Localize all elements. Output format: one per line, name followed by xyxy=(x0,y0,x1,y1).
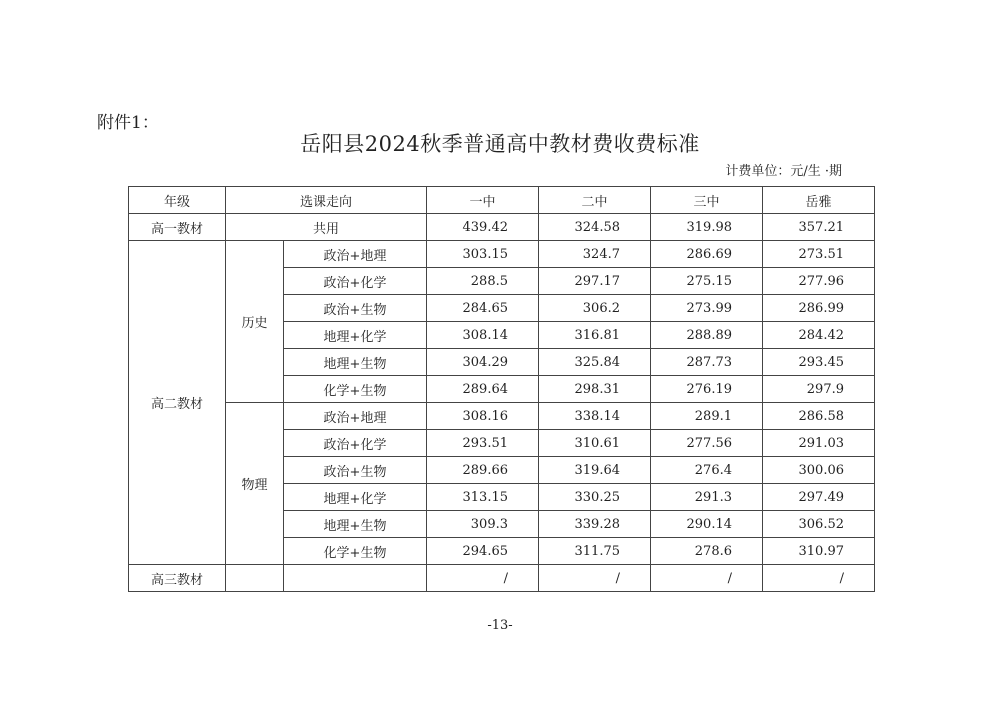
fee-cell: 291.3 xyxy=(651,484,763,511)
attachment-label: 附件1： xyxy=(97,113,159,133)
fee-cell: 311.75 xyxy=(539,538,651,565)
fee-cell: 284.65 xyxy=(427,295,539,322)
fee-cell: 324.58 xyxy=(539,214,651,241)
header-grade: 年级 xyxy=(129,187,226,214)
combo-cell: 地理+化学 xyxy=(284,484,427,511)
empty-cell xyxy=(284,565,427,592)
fee-cell: 330.25 xyxy=(539,484,651,511)
combo-cell: 政治+地理 xyxy=(284,241,427,268)
combo-cell: 化学+生物 xyxy=(284,376,427,403)
fee-cell: 275.15 xyxy=(651,268,763,295)
fee-cell: 339.28 xyxy=(539,511,651,538)
fee-cell: 286.99 xyxy=(763,295,875,322)
fee-cell: 308.14 xyxy=(427,322,539,349)
combo-cell: 地理+生物 xyxy=(284,349,427,376)
fee-cell: 313.15 xyxy=(427,484,539,511)
fee-cell: 290.14 xyxy=(651,511,763,538)
fee-cell: / xyxy=(651,565,763,592)
fee-cell: 294.65 xyxy=(427,538,539,565)
grade2-label: 高二教材 xyxy=(129,241,226,565)
grade1-label: 高一教材 xyxy=(129,214,226,241)
fee-cell: 289.1 xyxy=(651,403,763,430)
document-title: 岳阳县2024秋季普通高中教材费收费标准 xyxy=(300,132,700,156)
fee-cell: 293.45 xyxy=(763,349,875,376)
fee-cell: 303.15 xyxy=(427,241,539,268)
empty-cell xyxy=(226,565,284,592)
combo-cell: 政治+生物 xyxy=(284,457,427,484)
header-row xyxy=(129,187,875,214)
fee-cell: 298.31 xyxy=(539,376,651,403)
fee-cell: 300.06 xyxy=(763,457,875,484)
fee-cell: 276.4 xyxy=(651,457,763,484)
fee-cell: 338.14 xyxy=(539,403,651,430)
fee-cell: 273.51 xyxy=(763,241,875,268)
fee-cell: 325.84 xyxy=(539,349,651,376)
unit-note: 计费单位：元/生 ·期 xyxy=(725,164,842,179)
combo-cell: 政治+地理 xyxy=(284,403,427,430)
page-number: -13- xyxy=(487,618,513,633)
header-school: 二中 xyxy=(539,187,651,214)
fee-cell: 277.96 xyxy=(763,268,875,295)
header-direction: 选课走向 xyxy=(226,187,427,214)
grade1-direction: 共用 xyxy=(226,214,427,241)
combo-cell: 地理+化学 xyxy=(284,322,427,349)
fee-cell: 273.99 xyxy=(651,295,763,322)
fee-cell: 288.89 xyxy=(651,322,763,349)
combo-cell: 地理+生物 xyxy=(284,511,427,538)
fee-cell: 286.69 xyxy=(651,241,763,268)
fee-cell: 439.42 xyxy=(427,214,539,241)
fee-cell: 278.6 xyxy=(651,538,763,565)
fee-cell: 291.03 xyxy=(763,430,875,457)
fee-cell: 319.98 xyxy=(651,214,763,241)
fee-cell: 324.7 xyxy=(539,241,651,268)
fee-cell: / xyxy=(763,565,875,592)
fee-cell: 306.2 xyxy=(539,295,651,322)
combo-cell: 政治+生物 xyxy=(284,295,427,322)
grade3-row xyxy=(129,565,875,592)
fee-cell: 297.9 xyxy=(763,376,875,403)
combo-cell: 政治+化学 xyxy=(284,268,427,295)
fee-cell: 357.21 xyxy=(763,214,875,241)
fee-cell: 306.52 xyxy=(763,511,875,538)
fee-cell: 297.17 xyxy=(539,268,651,295)
fee-cell: 289.66 xyxy=(427,457,539,484)
fee-cell: 289.64 xyxy=(427,376,539,403)
combo-cell: 政治+化学 xyxy=(284,430,427,457)
fee-table xyxy=(128,186,875,592)
header-school: 岳雅 xyxy=(763,187,875,214)
fee-cell: 308.16 xyxy=(427,403,539,430)
combo-cell: 化学+生物 xyxy=(284,538,427,565)
fee-cell: 293.51 xyxy=(427,430,539,457)
fee-cell: 310.61 xyxy=(539,430,651,457)
fee-cell: / xyxy=(427,565,539,592)
fee-cell: 277.56 xyxy=(651,430,763,457)
fee-cell: 297.49 xyxy=(763,484,875,511)
fee-cell: 286.58 xyxy=(763,403,875,430)
fee-cell: / xyxy=(539,565,651,592)
header-school: 一中 xyxy=(427,187,539,214)
fee-cell: 309.3 xyxy=(427,511,539,538)
grade3-label: 高三教材 xyxy=(129,565,226,592)
grade1-row xyxy=(129,214,875,241)
grade2-row xyxy=(129,403,875,430)
header-school: 三中 xyxy=(651,187,763,214)
fee-cell: 310.97 xyxy=(763,538,875,565)
subject-group-label: 历史 xyxy=(226,241,284,403)
fee-cell: 304.29 xyxy=(427,349,539,376)
fee-cell: 276.19 xyxy=(651,376,763,403)
subject-group-label: 物理 xyxy=(226,403,284,565)
fee-cell: 319.64 xyxy=(539,457,651,484)
fee-cell: 287.73 xyxy=(651,349,763,376)
fee-cell: 284.42 xyxy=(763,322,875,349)
grade2-row xyxy=(129,241,875,268)
fee-cell: 316.81 xyxy=(539,322,651,349)
fee-cell: 288.5 xyxy=(427,268,539,295)
